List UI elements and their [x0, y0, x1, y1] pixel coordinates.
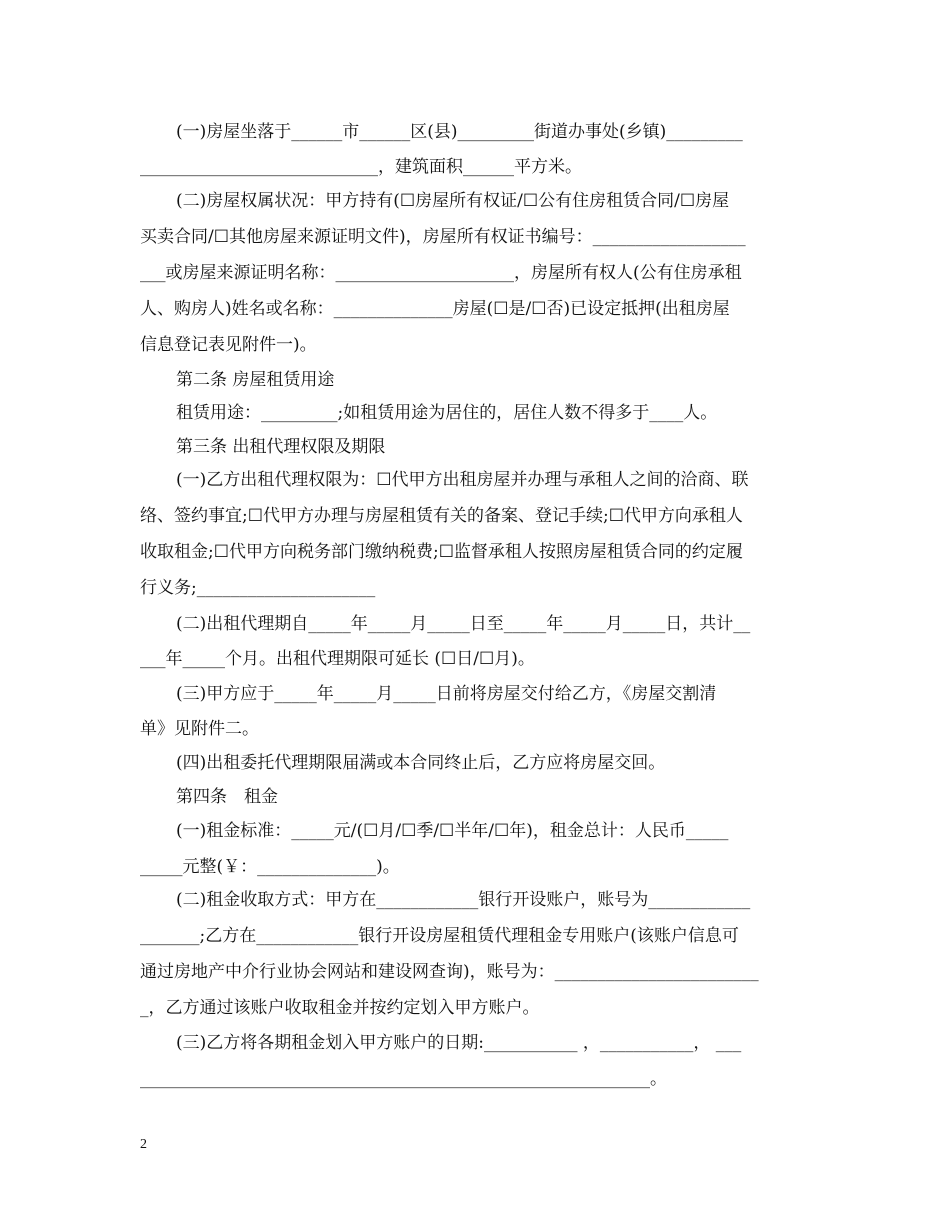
para-3-1-4: 行义务;_____________________	[140, 578, 376, 598]
para-3-2-1: (二)出租代理期自_____年_____月_____日至_____年_____月_____日，共计__	[176, 614, 751, 634]
article-3-heading: 第三条 出租代理权限及期限	[176, 437, 386, 457]
para-4-2-2: _______;乙方在____________银行开设房屋租赁代理租金专用账户(该账户信息可	[140, 926, 739, 946]
para-4-3-2: ____________________________________________________________。	[140, 1069, 667, 1089]
page-number: 2	[140, 1137, 147, 1152]
para-4-1-2: _____元整(￥：______________)。	[140, 857, 400, 877]
para-2-2: 买卖合同/☐其他房屋来源证明文件)，房屋所有权证书编号：__________________	[140, 227, 746, 247]
para-1-2: ____________________________，建筑面积______平方米。	[140, 157, 582, 177]
para-3-2-2: ___年_____个月。出租代理期限可延长 (☐日/☐月)。	[140, 649, 535, 669]
para-4-3-1: (三)乙方将各期租金划入甲方账户的日期:___________ ，___________， ___	[176, 1033, 742, 1053]
article-4-heading: 第四条 租金	[176, 787, 278, 807]
para-3-1-3: 收取租金;☐代甲方向税务部门缴纳税费;☐监督承租人按照房屋租赁合同的约定履	[140, 542, 743, 562]
para-4-1-1: (一)租金标准：_____元/(☐月/☐季/☐半年/☐年)，租金总计：人民币_____	[176, 821, 729, 841]
para-2-4: 人、购房人)姓名或名称：______________房屋(☐是/☐否)已设定抵押(出租房屋	[140, 299, 730, 319]
article-2-heading: 第二条 房屋租赁用途	[176, 370, 335, 390]
para-4-2-3: 通过房地产中介行业协会网站和建设网查询)，账号为：________________________	[140, 962, 759, 982]
para-2-3: ___或房屋来源证明名称：_____________________，房屋所有权人(公有住房承租	[140, 263, 742, 283]
para-3-4: (四)出租委托代理期限届满或本合同终止后，乙方应将房屋交回。	[176, 753, 666, 773]
para-3-1-2: 络、签约事宜;☐代甲方办理与房屋租赁有关的备案、登记手续;☐代甲方向承租人	[140, 506, 743, 526]
para-usage: 租赁用途：_________;如租赁用途为居住的，居住人数不得多于____人。	[176, 403, 718, 423]
para-1-1: (一)房屋坐落于______市______区(县)_________街道办事处(乡镇)_________	[176, 122, 743, 142]
para-4-2-4: _，乙方通过该账户收取租金并按约定划入甲方账户。	[140, 998, 540, 1018]
para-2-1: (二)房屋权属状况：甲方持有(☐房屋所有权证/☐公有住房租赁合同/☐房屋	[176, 191, 730, 211]
para-3-3-2: 单》见附件二。	[140, 719, 259, 739]
para-3-1-1: (一)乙方出租代理权限为：☐代甲方出租房屋并办理与承租人之间的洽商、联	[176, 470, 749, 490]
para-3-3-1: (三)甲方应于_____年_____月_____日前将房屋交付给乙方，《房屋交割清	[176, 684, 717, 704]
para-4-2-1: (二)租金收取方式：甲方在____________银行开设账户，账号为____________	[176, 890, 751, 910]
para-2-5: 信息登记表见附件一)。	[140, 335, 317, 355]
